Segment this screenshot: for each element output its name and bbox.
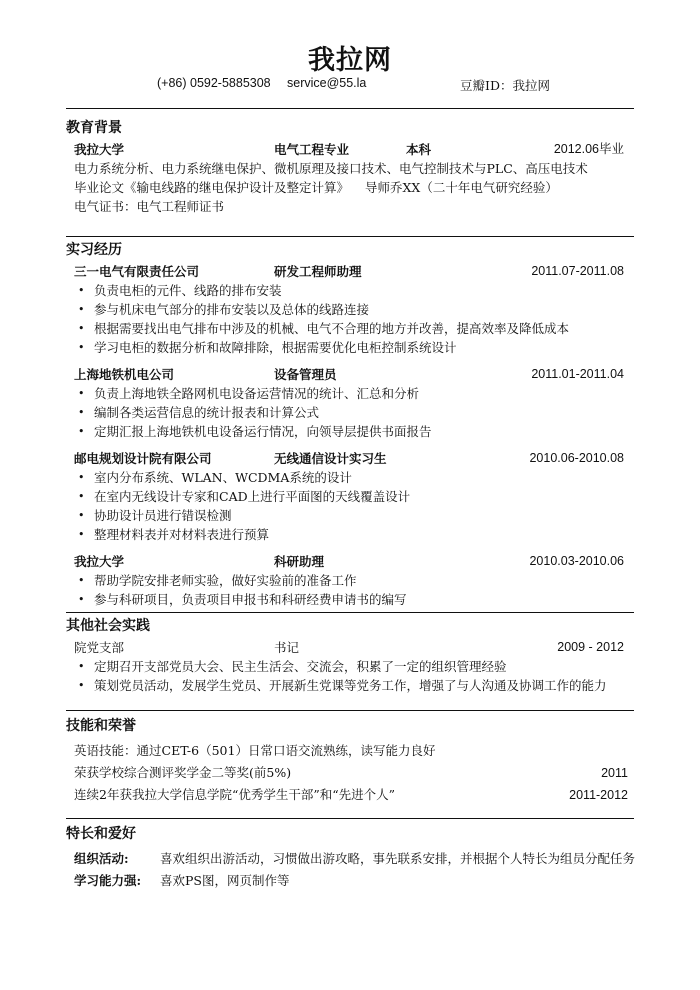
hobbies-section bbox=[66, 824, 634, 892]
internship-row bbox=[66, 449, 634, 468]
list-item: • 学习电柜的数据分析和故障排除，根据需要优化电柜控制系统设计 bbox=[78, 340, 457, 355]
list-item: • 负责上海地铁全路网机电设备运营情况的统计、汇总和分析 bbox=[78, 386, 420, 401]
internship-org: 邮电规划设计院有限公司 bbox=[74, 451, 212, 466]
bullet-icon: • bbox=[78, 593, 85, 606]
list-item: • 编制各类运营信息的统计报表和计算公式 bbox=[78, 405, 320, 420]
list-item: • 策划党员活动，发展学生党员、开展新生党课等党务工作，增强了与人沟通及协调工作的能力 bbox=[78, 678, 607, 693]
hobby-value: 喜欢PS图，网页制作等 bbox=[160, 873, 290, 888]
bullet-icon: • bbox=[78, 660, 85, 673]
internship-date: 2010.03-2010.06 bbox=[529, 554, 624, 568]
internship-row bbox=[66, 552, 634, 571]
list-item: • 帮助学院安排老师实验，做好实验前的准备工作 bbox=[78, 573, 357, 588]
internship-org: 我拉大学 bbox=[74, 554, 125, 569]
social-row bbox=[66, 638, 634, 657]
bullet-icon: • bbox=[78, 679, 85, 692]
list-item: • 负责电柜的元件、线路的排布安装 bbox=[78, 283, 282, 298]
social-role: 书记 bbox=[274, 640, 300, 655]
bullet-icon: • bbox=[78, 341, 85, 354]
resume-name: 我拉网 bbox=[308, 45, 392, 76]
bullet-icon: • bbox=[78, 406, 85, 419]
award-row bbox=[66, 762, 634, 784]
section-divider bbox=[66, 236, 634, 237]
internship-org: 上海地铁机电公司 bbox=[74, 367, 175, 382]
section-title: 教育背景 bbox=[66, 120, 122, 136]
education-section bbox=[66, 118, 634, 216]
section-divider bbox=[66, 710, 634, 711]
internship-org: 三一电气有限责任公司 bbox=[74, 264, 200, 279]
bullet-icon: • bbox=[78, 471, 85, 484]
list-item: • 参与机床电气部分的排布安装以及总体的线路连接 bbox=[78, 302, 370, 317]
bullet-icon: • bbox=[78, 387, 85, 400]
section-divider bbox=[66, 818, 634, 819]
hobby-row bbox=[66, 870, 634, 892]
internship-role: 无线通信设计实习生 bbox=[274, 451, 387, 466]
internship-item bbox=[66, 552, 634, 609]
internship-bullets bbox=[66, 571, 634, 609]
social-org: 院党支部 bbox=[74, 640, 125, 655]
award-text: 荣获学校综合测评奖学金二等奖(前5%) bbox=[74, 765, 292, 780]
list-item: • 室内分布系统、WLAN、WCDMA系统的设计 bbox=[78, 470, 352, 485]
list-item: • 协助设计员进行错误检测 bbox=[78, 508, 232, 523]
internship-date: 2010.06-2010.08 bbox=[529, 451, 624, 465]
degree: 本科 bbox=[406, 142, 432, 157]
school-name: 我拉大学 bbox=[74, 142, 125, 157]
internship-bullets bbox=[66, 281, 634, 357]
section-title: 实习经历 bbox=[66, 242, 122, 258]
phone-number: (+86) 0592-5885308 bbox=[157, 76, 271, 90]
award-date: 2011-2012 bbox=[569, 788, 628, 802]
section-divider bbox=[66, 612, 634, 613]
internship-role: 研发工程师助理 bbox=[274, 264, 362, 279]
internship-bullets bbox=[66, 384, 634, 441]
hobby-key: 组织活动: bbox=[74, 851, 129, 866]
list-item: • 定期汇报上海地铁机电设备运行情况，向领导层提供书面报告 bbox=[78, 424, 432, 439]
list-item: • 根据需要找出电气排布中涉及的机械、电气不合理的地方并改善，提高效率及降低成本 bbox=[78, 321, 570, 336]
social-section bbox=[66, 616, 634, 695]
bullet-icon: • bbox=[78, 528, 85, 541]
hobby-value: 喜欢组织出游活动，习惯做出游攻略，事先联系安排，并根据个人特长为组员分配任务 bbox=[160, 851, 636, 866]
internship-role: 科研助理 bbox=[274, 554, 325, 569]
section-title: 其他社会实践 bbox=[66, 618, 150, 634]
list-item: • 整理材料表并对材料表进行预算 bbox=[78, 527, 270, 542]
internship-row bbox=[66, 365, 634, 384]
internship-list bbox=[66, 262, 634, 609]
list-item: • 参与科研项目，负责项目申报书和科研经费申请书的编写 bbox=[78, 592, 407, 607]
advisor: 导师乔XX（二十年电气研究经验） bbox=[365, 180, 558, 195]
english-level: 英语技能：通过CET-6（501） bbox=[74, 743, 248, 758]
section-divider bbox=[66, 108, 634, 109]
award-date: 2011 bbox=[601, 766, 628, 780]
internship-date: 2011.01-2011.04 bbox=[531, 367, 624, 381]
social-bullets bbox=[66, 657, 634, 695]
section-title: 特长和爱好 bbox=[66, 826, 136, 842]
courses: 电力系统分析、电力系统继电保护、微机原理及接口技术、电气控制技术与PLC、高压电技术 bbox=[74, 161, 588, 176]
hobby-row bbox=[66, 848, 634, 870]
social-date: 2009 - 2012 bbox=[557, 640, 624, 654]
internship-item bbox=[66, 262, 634, 357]
hobby-key: 学习能力强: bbox=[74, 873, 142, 888]
douban-id: 豆瓣ID：我拉网 bbox=[460, 78, 550, 93]
bullet-icon: • bbox=[78, 284, 85, 297]
english-skill bbox=[66, 740, 634, 762]
education-row bbox=[66, 140, 634, 159]
award-row bbox=[66, 784, 634, 806]
internship-bullets bbox=[66, 468, 634, 544]
internship-date: 2011.07-2011.08 bbox=[531, 264, 624, 278]
bullet-icon: • bbox=[78, 509, 85, 522]
bullet-icon: • bbox=[78, 322, 85, 335]
major: 电气工程专业 bbox=[274, 142, 350, 157]
internship-section bbox=[66, 240, 634, 617]
bullet-icon: • bbox=[78, 303, 85, 316]
internship-row bbox=[66, 262, 634, 281]
bullet-icon: • bbox=[78, 425, 85, 438]
award-text: 连续2年获我拉大学信息学院“优秀学生干部”和“先进个人” bbox=[74, 787, 396, 802]
internship-item bbox=[66, 365, 634, 441]
section-title: 技能和荣誉 bbox=[66, 718, 136, 734]
thesis: 毕业论文《输电线路的继电保护设计及整定计算》 bbox=[74, 180, 350, 195]
internship-item bbox=[66, 449, 634, 544]
email-address: service@55.la bbox=[287, 76, 367, 90]
list-item: • 定期召开支部党员大会、民主生活会、交流会，积累了一定的组织管理经验 bbox=[78, 659, 507, 674]
bullet-icon: • bbox=[78, 490, 85, 503]
internship-role: 设备管理员 bbox=[274, 367, 337, 382]
skills-section bbox=[66, 716, 634, 806]
bullet-icon: • bbox=[78, 574, 85, 587]
english-note: 日常口语交流熟练，读写能力良好 bbox=[247, 743, 436, 758]
certificate: 电气证书：电气工程师证书 bbox=[74, 199, 225, 214]
graduation-date: 2012.06毕业 bbox=[553, 142, 624, 156]
list-item: • 在室内无线设计专家和CAD上进行平面图的天线覆盖设计 bbox=[78, 489, 411, 504]
thesis-line bbox=[66, 178, 634, 197]
